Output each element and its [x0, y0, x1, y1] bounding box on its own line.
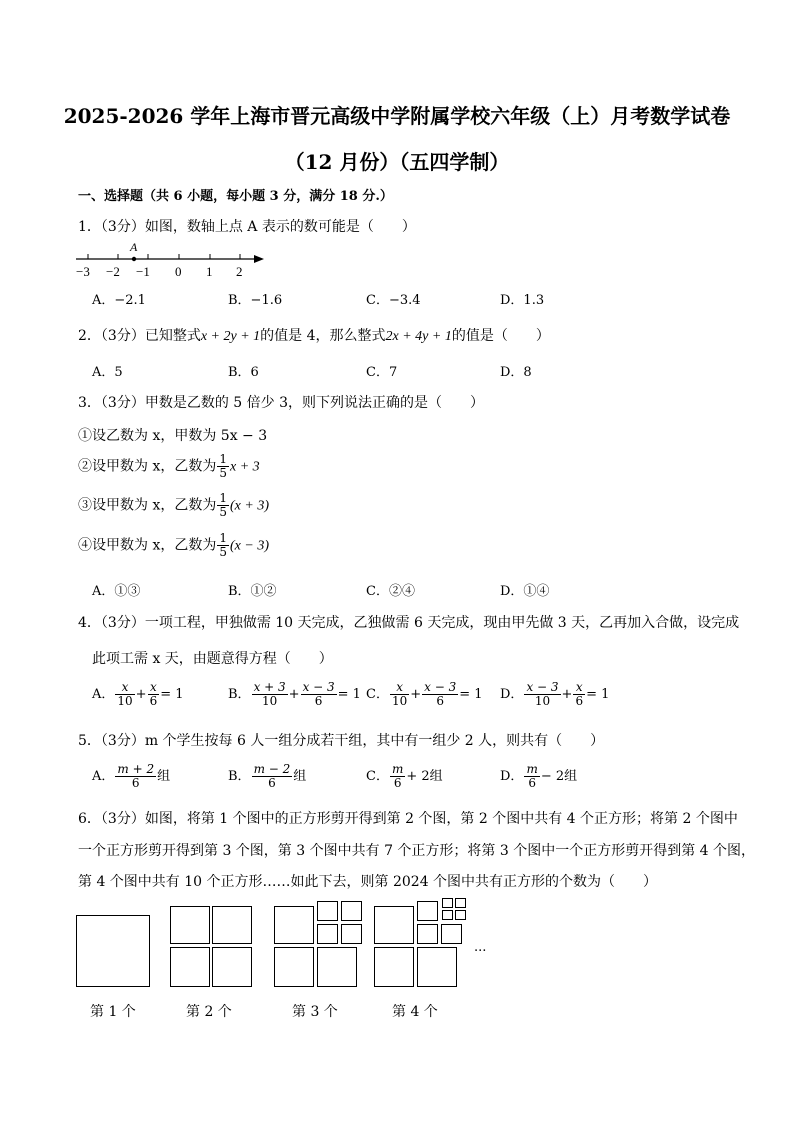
q2-expr2: 2x + 4y + 1	[385, 329, 452, 344]
number-line	[72, 238, 272, 278]
figure-1-square	[76, 915, 150, 987]
q4-stem-line1: 4．（3分）一项工程，甲独做需 10 天完成，乙独做需 6 天完成，现由甲先做 3 天，乙再加入合做，设完成	[78, 615, 740, 631]
q1-option-b: B．−1.6	[228, 293, 283, 308]
q5-option-b: B． $\frac{m - 2}{6}$ 组	[228, 762, 307, 791]
figure-4-square	[374, 947, 414, 987]
tick-label: −1	[136, 264, 150, 278]
q5-option-d: D． $\frac{m}{6}$ − 2组	[500, 762, 578, 791]
q3-option-d: D．①④	[500, 584, 550, 599]
figure-4-square	[442, 898, 453, 908]
figure-2-square	[212, 947, 252, 987]
tick-label: 2	[236, 264, 243, 278]
arrow-icon	[254, 255, 264, 263]
q1-stem: 1．（3分）如图，数轴上点 A 表示的数可能是（ ）	[78, 219, 416, 235]
q6-line3: 第 4 个图中共有 10 个正方形……如此下去，则第 2024 个图中共有正方形的个数为（ ）	[78, 874, 658, 890]
figure-4-caption: 第 4 个	[392, 1004, 438, 1020]
page-subtitle: （12 月份）（五四学制）	[284, 150, 510, 174]
q5-option-a: A． $\frac{m + 2}{6}$ 组	[92, 762, 171, 791]
q4-option-a: A． $\frac{x}{10}$ + $\frac{x}{6}$ = 1	[92, 680, 184, 709]
figure-4-square	[441, 924, 462, 944]
figure-3-square	[341, 924, 362, 944]
figure-2-caption: 第 2 个	[186, 1004, 232, 1020]
point-a-label: A	[130, 240, 138, 254]
tick-label: −2	[106, 264, 120, 278]
q2-expr1: x + 2y + 1	[200, 329, 261, 344]
section-header: 一、选择题（共 6 小题，每小题 3 分，满分 18 分.）	[78, 189, 393, 204]
figure-3-square	[317, 924, 338, 944]
figure-2-square	[170, 906, 210, 944]
figure-4-square	[455, 898, 466, 908]
q2-stem: 2．（3分）已知整式x + 2y + 1的值是 4，那么整式2x + 4y + 1的值是（ ）	[78, 328, 550, 344]
figure-3-caption: 第 3 个	[292, 1004, 338, 1020]
q2-option-b: B．6	[228, 365, 259, 380]
q3-stem: 3．（3分）甲数是乙数的 5 倍少 3，则下列说法正确的是（ ）	[78, 395, 484, 411]
q5-option-c: C． $\frac{m}{6}$ + 2组	[366, 762, 443, 791]
q4-option-c: C． $\frac{x}{10}$ + $\frac{x - 3}{6}$ = 1	[366, 680, 483, 709]
page-title: 2025-2026 学年上海市晋元高级中学附属学校六年级（上）月考数学试卷	[63, 104, 731, 128]
q6-line2: 一个正方形剪开得到第 3 个图，第 3 个图中共有 7 个正方形；将第 3 个图中一个正方形剪开得到第 4 个图，	[78, 843, 756, 859]
figure-ellipsis: ...	[474, 940, 487, 955]
q3-statement-2: ②设甲数为 x，乙数为 $\frac{1}{5}$ x + 3	[78, 452, 260, 481]
q1-option-c: C．−3.4	[366, 293, 421, 308]
tick-label: −3	[76, 264, 90, 278]
q2-option-a: A．5	[92, 365, 123, 380]
figure-1-caption: 第 1 个	[90, 1004, 136, 1020]
q1-option-d: D．1.3	[500, 293, 545, 308]
q3-statement-1: ①设乙数为 x，甲数为 5x − 3	[78, 428, 268, 444]
q3-option-a: A．①③	[92, 584, 141, 599]
q4-option-d: D． $\frac{x - 3}{10}$ + $\frac{x}{6}$ = 1	[500, 680, 610, 709]
q2-option-c: C．7	[366, 365, 398, 380]
figure-4-square	[374, 906, 414, 944]
figure-3-square	[317, 901, 338, 921]
tick-label: 1	[206, 264, 213, 278]
q4-stem-line2: 此项工需 x 天，由题意得方程（ ）	[92, 651, 333, 667]
figure-2-square	[170, 947, 210, 987]
q3-statement-3: ③设甲数为 x，乙数为 $\frac{1}{5}$ (x + 3)	[78, 491, 269, 520]
figure-4-square	[442, 910, 453, 920]
q3-option-b: B．①②	[228, 584, 277, 599]
q5-stem: 5．（3分）m 个学生按每 6 人一组分成若干组，其中有一组少 2 人，则共有（ ）	[78, 733, 605, 749]
figure-4-square	[417, 924, 438, 944]
tick-label: 0	[175, 264, 182, 278]
figure-4-square	[455, 910, 466, 920]
figure-4-square	[417, 947, 457, 987]
figure-4-square	[417, 901, 438, 921]
figure-3-square	[317, 947, 357, 987]
q4-option-b: B． $\frac{x + 3}{10}$ + $\frac{x - 3}{6}$ = 1	[228, 680, 361, 709]
q3-statement-4: ④设甲数为 x，乙数为 $\frac{1}{5}$ (x − 3)	[78, 531, 269, 560]
q2-option-d: D．8	[500, 365, 532, 380]
q1-option-a: A．−2.1	[92, 293, 146, 308]
figure-3-square	[341, 901, 362, 921]
figure-3-square	[274, 947, 314, 987]
figure-2-square	[212, 906, 252, 944]
q3-option-c: C．②④	[366, 584, 415, 599]
q6-line1: 6．（3分）如图，将第 1 个图中的正方形剪开得到第 2 个图，第 2 个图中共有 4 个正方形；将第 2 个图中	[78, 811, 738, 827]
point-a-marker	[132, 257, 136, 261]
figure-3-square	[274, 906, 314, 944]
